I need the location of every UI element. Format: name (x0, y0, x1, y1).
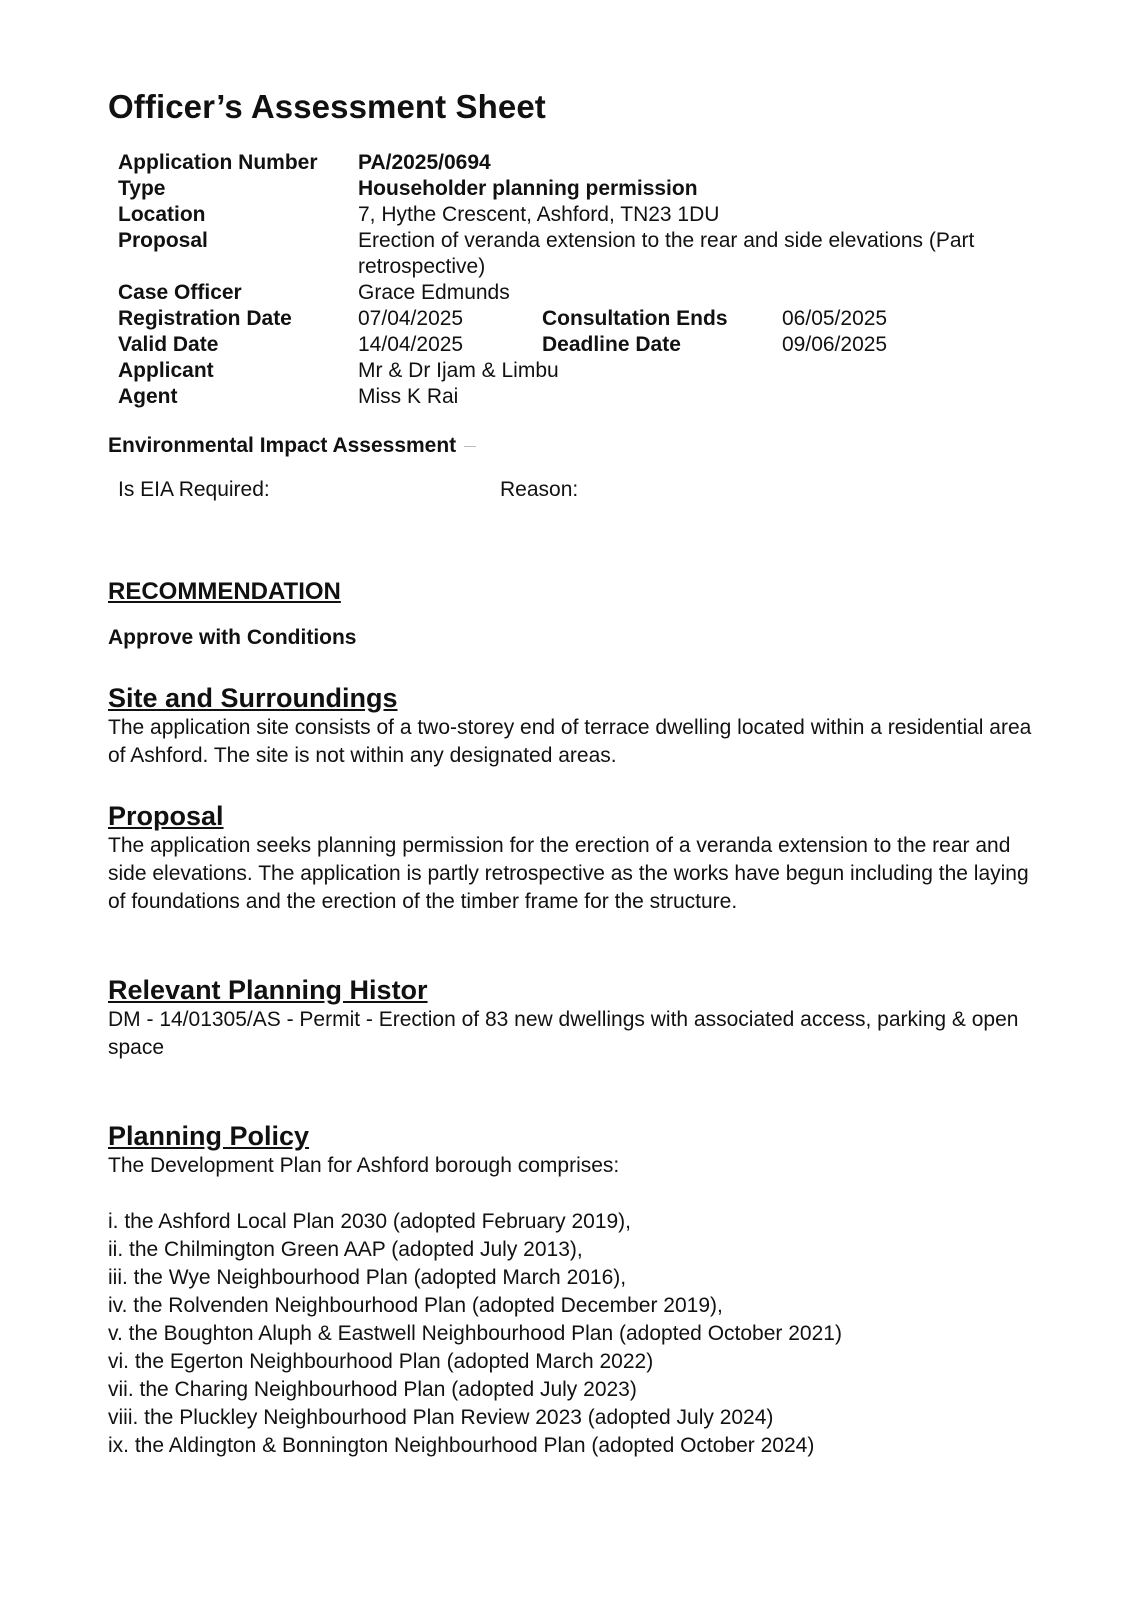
policy-item: vii. the Charing Neighbourhood Plan (adopted July 2023) (108, 1378, 637, 1401)
policy-spacer (108, 1180, 1038, 1208)
detail-row-location (118, 202, 1018, 228)
applicant-value: Mr & Dr Ijam & Limbu (358, 359, 559, 382)
application-number-value: PA/2025/0694 (358, 151, 491, 174)
history-text: DM - 14/01305/AS - Permit - Erection of 83 new dwellings with associated access, parking & open space (108, 1008, 1019, 1059)
detail-row-applicant (118, 358, 1018, 384)
detail-row-valid-date (118, 332, 1018, 358)
history-heading: Relevant Planning Histor (108, 975, 428, 1005)
site-heading: Site and Surroundings (108, 683, 398, 713)
proposal-value: Erection of veranda extension to the rear and side elevations (Part retrospective) (358, 229, 975, 278)
eia-reason-label: Reason: (500, 478, 579, 501)
type-label: Type (118, 177, 166, 200)
registration-date-label: Registration Date (118, 307, 292, 330)
policy-item: ii. the Chilmington Green AAP (adopted July 2013), (108, 1238, 583, 1261)
registration-date-value: 07/04/2025 (358, 307, 464, 330)
policy-item: iii. the Wye Neighbourhood Plan (adopted March 2016), (108, 1266, 627, 1289)
assessment-sheet (108, 88, 1048, 1457)
detail-row-case-officer (118, 280, 1018, 306)
proposal-text: The application seeks planning permission for the erection of a veranda extension to the rear and side elevations. The application is partly retrospective as the works have begun including the laying of foundations and the erection of the timber frame for the structure. (108, 834, 1029, 913)
recommendation-value: Approve with Conditions (108, 626, 357, 649)
policy-list (108, 1208, 1038, 1460)
eia-fields (118, 478, 818, 502)
consultation-ends-value: 06/05/2025 (782, 307, 888, 330)
location-value: 7, Hythe Crescent, Ashford, TN23 1DU (358, 203, 720, 226)
policy-item: ix. the Aldington & Bonnington Neighbourhood Plan (adopted October 2024) (108, 1434, 815, 1457)
detail-row-agent (118, 384, 1018, 410)
history-section (108, 974, 1038, 1062)
policy-item: vi. the Egerton Neighbourhood Plan (adopted March 2022) (108, 1350, 654, 1373)
deadline-date-label: Deadline Date (542, 333, 681, 356)
eia-marker (464, 446, 476, 447)
site-section (108, 682, 1038, 770)
eia-heading: Environmental Impact Assessment (108, 434, 457, 457)
case-officer-label: Case Officer (118, 281, 242, 304)
location-label: Location (118, 203, 206, 226)
type-value: Householder planning permission (358, 177, 698, 200)
case-officer-value: Grace Edmunds (358, 281, 510, 304)
proposal-heading: Proposal (108, 801, 224, 831)
application-details (118, 150, 1018, 410)
site-text: The application site consists of a two-storey end of terrace dwelling located within a residential area of Ashford. The site is not within any designated areas. (108, 716, 1032, 767)
detail-row-application-number (118, 150, 1018, 176)
recommendation-heading: RECOMMENDATION (108, 578, 341, 605)
application-number-label: Application Number (118, 151, 318, 174)
policy-item: viii. the Pluckley Neighbourhood Plan Review 2023 (adopted July 2024) (108, 1406, 774, 1429)
policy-section (108, 1120, 1038, 1460)
agent-value: Miss K Rai (358, 385, 459, 408)
consultation-ends-label: Consultation Ends (542, 307, 728, 330)
policy-intro: The Development Plan for Ashford borough comprises: (108, 1154, 620, 1177)
detail-row-type (118, 176, 1018, 202)
deadline-date-value: 09/06/2025 (782, 333, 888, 356)
policy-heading: Planning Policy (108, 1121, 310, 1151)
valid-date-value: 14/04/2025 (358, 333, 464, 356)
policy-item: v. the Boughton Aluph & Eastwell Neighbourhood Plan (adopted October 2021) (108, 1322, 842, 1345)
eia-required-label: Is EIA Required: (118, 478, 270, 501)
policy-item: iv. the Rolvenden Neighbourhood Plan (adopted December 2019), (108, 1294, 723, 1317)
agent-label: Agent (118, 385, 178, 408)
proposal-label: Proposal (118, 229, 208, 252)
detail-row-registration-date (118, 306, 1018, 332)
valid-date-label: Valid Date (118, 333, 219, 356)
eia-heading-row (108, 434, 476, 458)
detail-row-proposal (118, 228, 1018, 280)
policy-item: i. the Ashford Local Plan 2030 (adopted February 2019), (108, 1210, 632, 1233)
page-title: Officer’s Assessment Sheet (108, 88, 546, 125)
proposal-section (108, 800, 1038, 916)
applicant-label: Applicant (118, 359, 214, 382)
